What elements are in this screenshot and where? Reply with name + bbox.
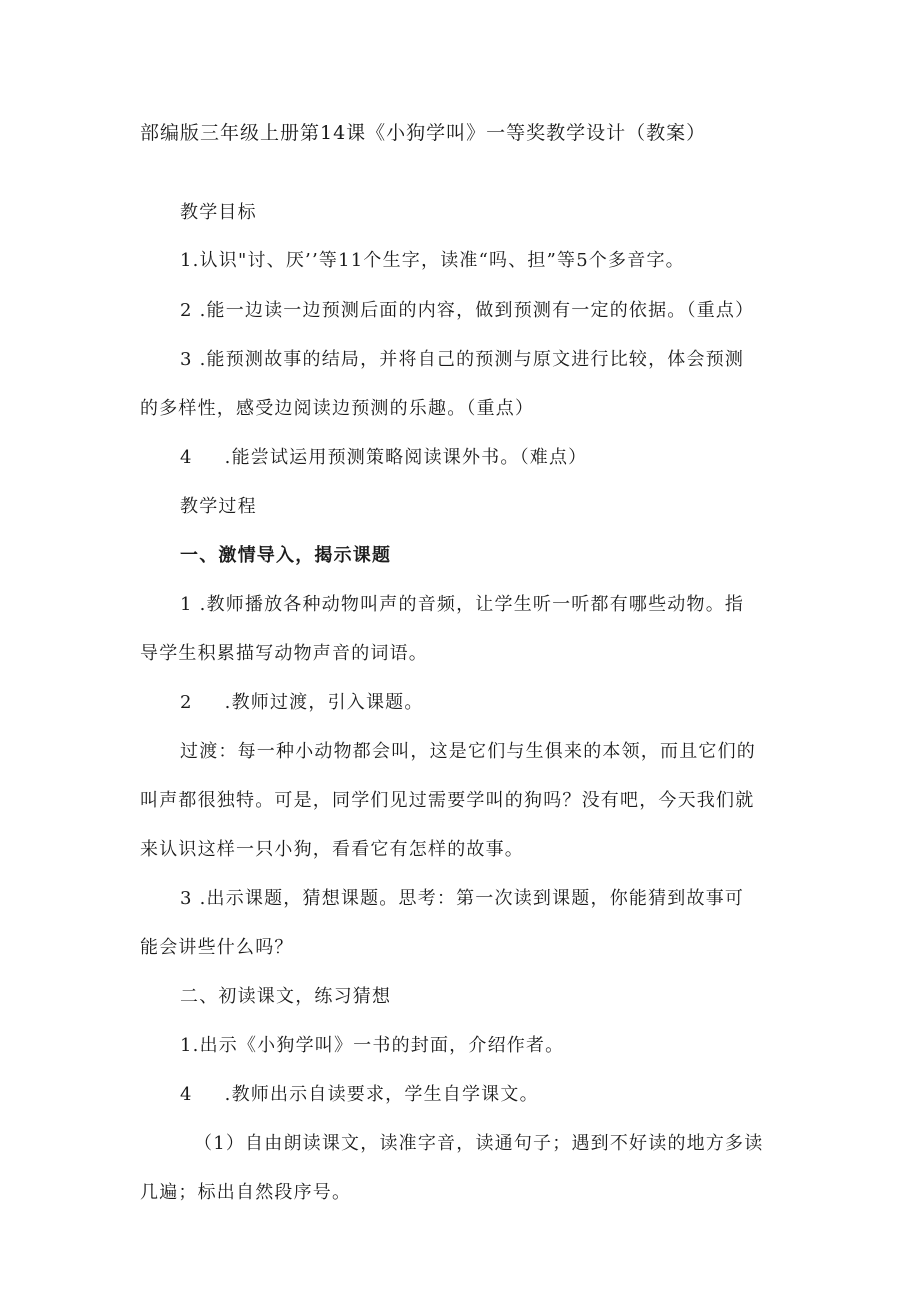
step-1-line-1: 1 .教师播放各种动物叫声的音频，让学生听一听都有哪些动物。指: [180, 594, 745, 615]
section-2-step-2-number: 4: [180, 1084, 193, 1105]
goal-2: 2 .能一边读一边预测后面的内容，做到预测有一定的依据。（重点）: [180, 300, 755, 321]
goal-1: 1.认识"讨、厌’’等11个生字，读准“吗、担”等5个多音字。: [180, 250, 685, 271]
step-1-line-2: 导学生积累描写动物声音的词语。: [140, 643, 428, 664]
document-title: 部编版三年级上册第14课《小狗学叫》一等奖教学设计（教案）: [140, 122, 707, 144]
heading-teaching-process: 教学过程: [180, 496, 257, 517]
transition-line-3: 来认识这样一只小狗，看看它有怎样的故事。: [140, 839, 524, 860]
step-2-text: .教师过渡，引入课题。: [224, 692, 424, 713]
step-3-line-2: 能会讲些什么吗？: [140, 937, 294, 958]
reading-requirement-line-2: 几遍；标出自然段序号。: [140, 1182, 352, 1203]
heading-teaching-goals: 教学目标: [180, 202, 257, 223]
section-2-heading: 二、初读课文，练习猜想: [180, 986, 392, 1007]
goal-4-text: .能尝试运用预测策略阅读课外书。（难点）: [224, 447, 588, 468]
section-2-step-2-text: .教师出示自读要求，学生自学课文。: [224, 1084, 539, 1105]
reading-requirement-line-1: （1）自由朗读课文，读准字音，读通句子；遇到不好读的地方多读: [194, 1133, 764, 1154]
goal-3-line-2: 的多样性，感受边阅读边预测的乐趣。（重点）: [140, 398, 535, 419]
step-2: [180, 688, 424, 714]
section-1-heading: 一、激情导入，揭示课题: [180, 545, 392, 566]
step-3-line-1: 3 .出示课题，猜想课题。思考：第一次读到课题，你能猜到故事可: [180, 888, 745, 909]
goal-4-number: 4: [180, 447, 193, 468]
section-2-step-1: 1.出示《小狗学叫》一书的封面，介绍作者。: [180, 1035, 565, 1056]
transition-line-1: 过渡：每一种小动物都会叫，这是它们与生俱来的本领，而且它们的: [180, 741, 756, 762]
transition-line-2: 叫声都很独特。可是，同学们见过需要学叫的狗吗？没有吧，今天我们就: [140, 790, 755, 811]
goal-3-line-1: 3 .能预测故事的结局，并将自己的预测与原文进行比较，体会预测: [180, 349, 745, 370]
step-2-number: 2: [180, 692, 193, 713]
section-2-step-2: [180, 1080, 539, 1106]
goal-4: [180, 443, 587, 469]
